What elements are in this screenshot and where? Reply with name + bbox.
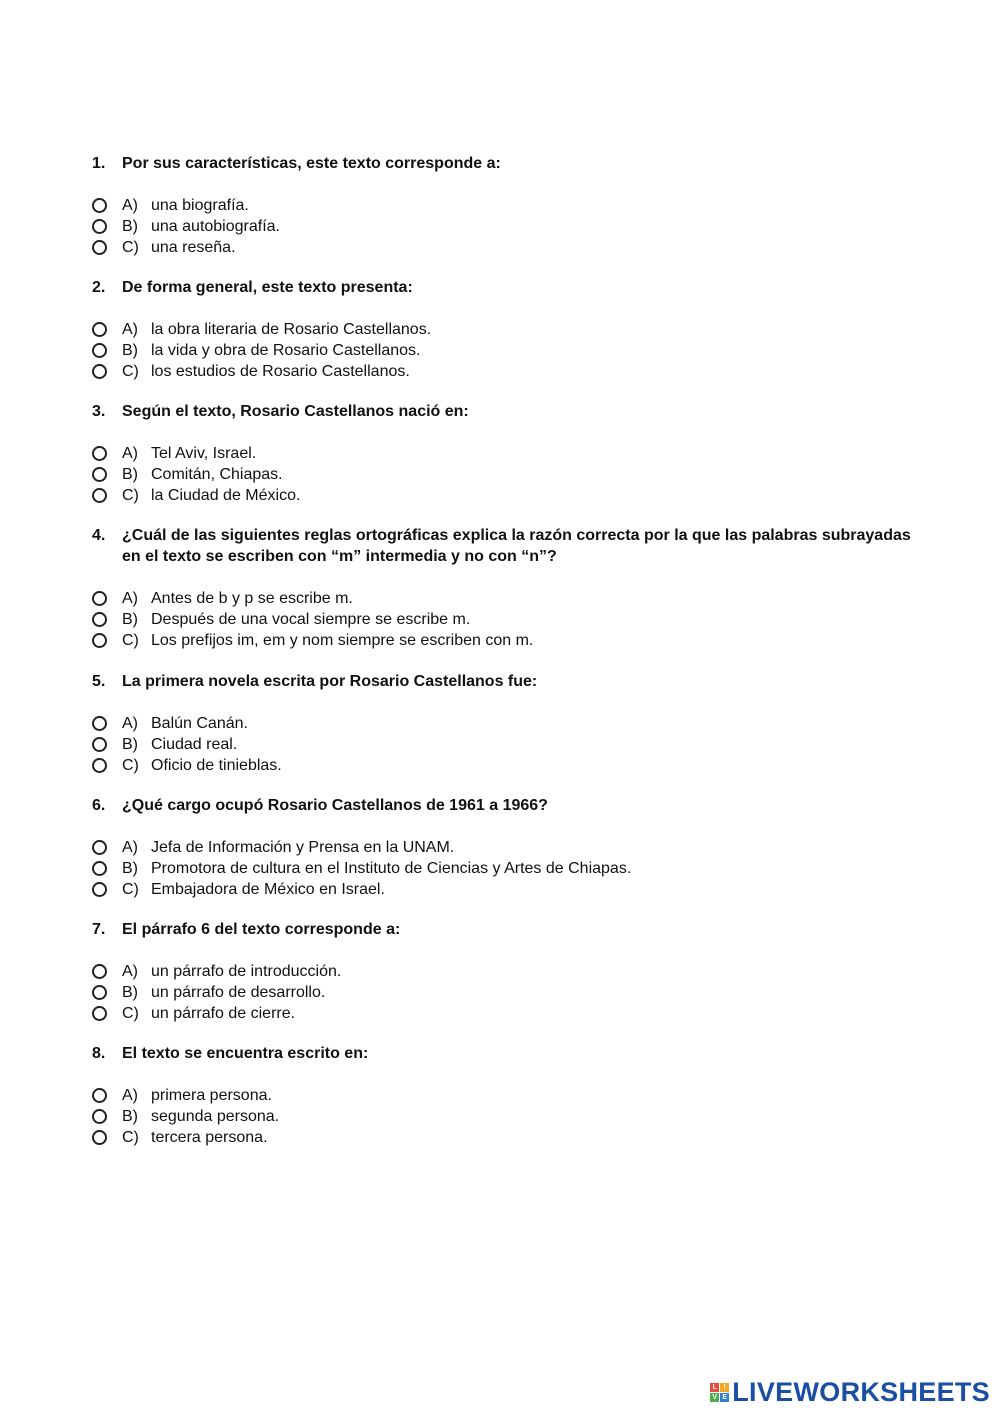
option-text: Balún Canán.: [151, 714, 248, 732]
option-letter: A): [122, 589, 138, 607]
question-text: Por sus características, este texto corresponde a:: [122, 155, 501, 172]
option-text: Los prefijos im, em y nom siempre se escriben con m.: [151, 631, 534, 649]
option-letter: B): [122, 1107, 138, 1125]
option-letter: A): [122, 444, 138, 462]
option-4c[interactable]: [92, 630, 922, 651]
option-4a[interactable]: [92, 588, 922, 609]
option-letter: A): [122, 196, 138, 214]
option-letter: B): [122, 735, 138, 753]
option-text: una autobiografía.: [151, 217, 280, 235]
radio-button[interactable]: [92, 343, 107, 358]
radio-button[interactable]: [92, 240, 107, 255]
logo-icon: [710, 1383, 729, 1402]
liveworksheets-logo: [710, 1377, 990, 1407]
option-letter: A): [122, 962, 138, 980]
question-number: 8.: [92, 1045, 106, 1062]
radio-button[interactable]: [92, 467, 107, 482]
option-letter: C): [122, 631, 139, 649]
option-text: primera persona.: [151, 1086, 272, 1104]
question-number: 6.: [92, 797, 106, 814]
logo-icon-tile: L: [710, 1383, 719, 1392]
option-text: una reseña.: [151, 238, 236, 256]
question-1: [92, 153, 922, 258]
option-3a[interactable]: [92, 443, 922, 464]
logo-icon-tile: I: [720, 1383, 729, 1392]
option-1c[interactable]: [92, 237, 922, 258]
option-7a[interactable]: [92, 961, 922, 982]
question-number: 4.: [92, 527, 106, 544]
option-letter: B): [122, 859, 138, 877]
option-6b[interactable]: [92, 858, 922, 879]
radio-button[interactable]: [92, 1006, 107, 1021]
option-text: Embajadora de México en Israel.: [151, 880, 385, 898]
option-text: Comitán, Chiapas.: [151, 465, 283, 483]
radio-button[interactable]: [92, 198, 107, 213]
question-7: [92, 919, 922, 1024]
question-8: [92, 1043, 922, 1148]
question-text: ¿Cuál de las siguientes reglas ortográficas explica la razón correcta por la que las palabras subrayadas en el texto se escriben con “m” intermedia y no con “n”?: [122, 527, 911, 565]
option-letter: B): [122, 610, 138, 628]
option-8c[interactable]: [92, 1127, 922, 1148]
logo-text: LIVEWORKSHEETS: [732, 1376, 990, 1407]
question-text: De forma general, este texto presenta:: [122, 279, 413, 296]
option-5a[interactable]: [92, 713, 922, 734]
option-text: Promotora de cultura en el Instituto de Ciencias y Artes de Chiapas.: [151, 859, 632, 877]
question-2: [92, 277, 922, 382]
option-2a[interactable]: [92, 319, 922, 340]
question-number: 5.: [92, 673, 106, 690]
option-letter: A): [122, 320, 138, 338]
question-5: [92, 671, 922, 776]
radio-button[interactable]: [92, 737, 107, 752]
option-text: un párrafo de desarrollo.: [151, 983, 326, 1001]
option-text: segunda persona.: [151, 1107, 280, 1125]
option-8b[interactable]: [92, 1106, 922, 1127]
option-7c[interactable]: [92, 1003, 922, 1024]
radio-button[interactable]: [92, 1109, 107, 1124]
option-6a[interactable]: [92, 837, 922, 858]
option-2b[interactable]: [92, 340, 922, 361]
option-letter: C): [122, 1128, 139, 1146]
option-text: la Ciudad de México.: [151, 486, 301, 504]
option-text: un párrafo de cierre.: [151, 1004, 296, 1022]
option-1b[interactable]: [92, 216, 922, 237]
option-letter: A): [122, 838, 138, 856]
option-letter: C): [122, 1004, 139, 1022]
option-3c[interactable]: [92, 485, 922, 506]
option-letter: C): [122, 238, 139, 256]
option-text: Oficio de tinieblas.: [151, 756, 282, 774]
option-letter: C): [122, 880, 139, 898]
radio-button[interactable]: [92, 882, 107, 897]
option-letter: C): [122, 362, 139, 380]
option-text: Antes de b y p se escribe m.: [151, 589, 353, 607]
option-text: tercera persona.: [151, 1128, 268, 1146]
logo-icon-tile: E: [720, 1393, 729, 1402]
option-text: Jefa de Información y Prensa en la UNAM.: [151, 838, 455, 856]
option-5b[interactable]: [92, 734, 922, 755]
option-text: los estudios de Rosario Castellanos.: [151, 362, 410, 380]
option-2c[interactable]: [92, 361, 922, 382]
question-text: El párrafo 6 del texto corresponde a:: [122, 921, 401, 938]
option-text: Después de una vocal siempre se escribe m.: [151, 610, 471, 628]
question-text: Según el texto, Rosario Castellanos nació en:: [122, 403, 469, 420]
question-4: [92, 525, 922, 651]
option-text: Tel Aviv, Israel.: [151, 444, 257, 462]
radio-button[interactable]: [92, 758, 107, 773]
option-1a[interactable]: [92, 195, 922, 216]
option-letter: A): [122, 714, 138, 732]
option-8a[interactable]: [92, 1085, 922, 1106]
question-text: La primera novela escrita por Rosario Castellanos fue:: [122, 673, 538, 690]
radio-button[interactable]: [92, 1088, 107, 1103]
radio-button[interactable]: [92, 446, 107, 461]
option-letter: C): [122, 756, 139, 774]
option-3b[interactable]: [92, 464, 922, 485]
question-number: 1.: [92, 155, 106, 172]
option-text: una biografía.: [151, 196, 249, 214]
option-7b[interactable]: [92, 982, 922, 1003]
radio-button[interactable]: [92, 364, 107, 379]
radio-button[interactable]: [92, 488, 107, 503]
option-letter: C): [122, 486, 139, 504]
option-letter: A): [122, 1086, 138, 1104]
option-letter: B): [122, 465, 138, 483]
question-number: 2.: [92, 279, 106, 296]
radio-button[interactable]: [92, 322, 107, 337]
question-number: 7.: [92, 921, 106, 938]
option-letter: B): [122, 217, 138, 235]
logo-icon-tile: V: [710, 1393, 719, 1402]
radio-button[interactable]: [92, 219, 107, 234]
question-6: [92, 795, 922, 900]
question-number: 3.: [92, 403, 106, 420]
radio-button[interactable]: [92, 612, 107, 627]
option-4b[interactable]: [92, 609, 922, 630]
option-6c[interactable]: [92, 879, 922, 900]
option-text: un párrafo de introducción.: [151, 962, 342, 980]
option-letter: B): [122, 341, 138, 359]
radio-button[interactable]: [92, 716, 107, 731]
option-text: Ciudad real.: [151, 735, 238, 753]
option-letter: B): [122, 983, 138, 1001]
option-5c[interactable]: [92, 755, 922, 776]
question-text: ¿Qué cargo ocupó Rosario Castellanos de 1961 a 1966?: [122, 797, 548, 814]
radio-button[interactable]: [92, 861, 107, 876]
question-text: El texto se encuentra escrito en:: [122, 1045, 369, 1062]
radio-button[interactable]: [92, 1130, 107, 1145]
radio-button[interactable]: [92, 840, 107, 855]
radio-button[interactable]: [92, 591, 107, 606]
question-3: [92, 401, 922, 506]
radio-button[interactable]: [92, 964, 107, 979]
radio-button[interactable]: [92, 985, 107, 1000]
option-text: la obra literaria de Rosario Castellanos.: [151, 320, 432, 338]
option-text: la vida y obra de Rosario Castellanos.: [151, 341, 421, 359]
radio-button[interactable]: [92, 633, 107, 648]
